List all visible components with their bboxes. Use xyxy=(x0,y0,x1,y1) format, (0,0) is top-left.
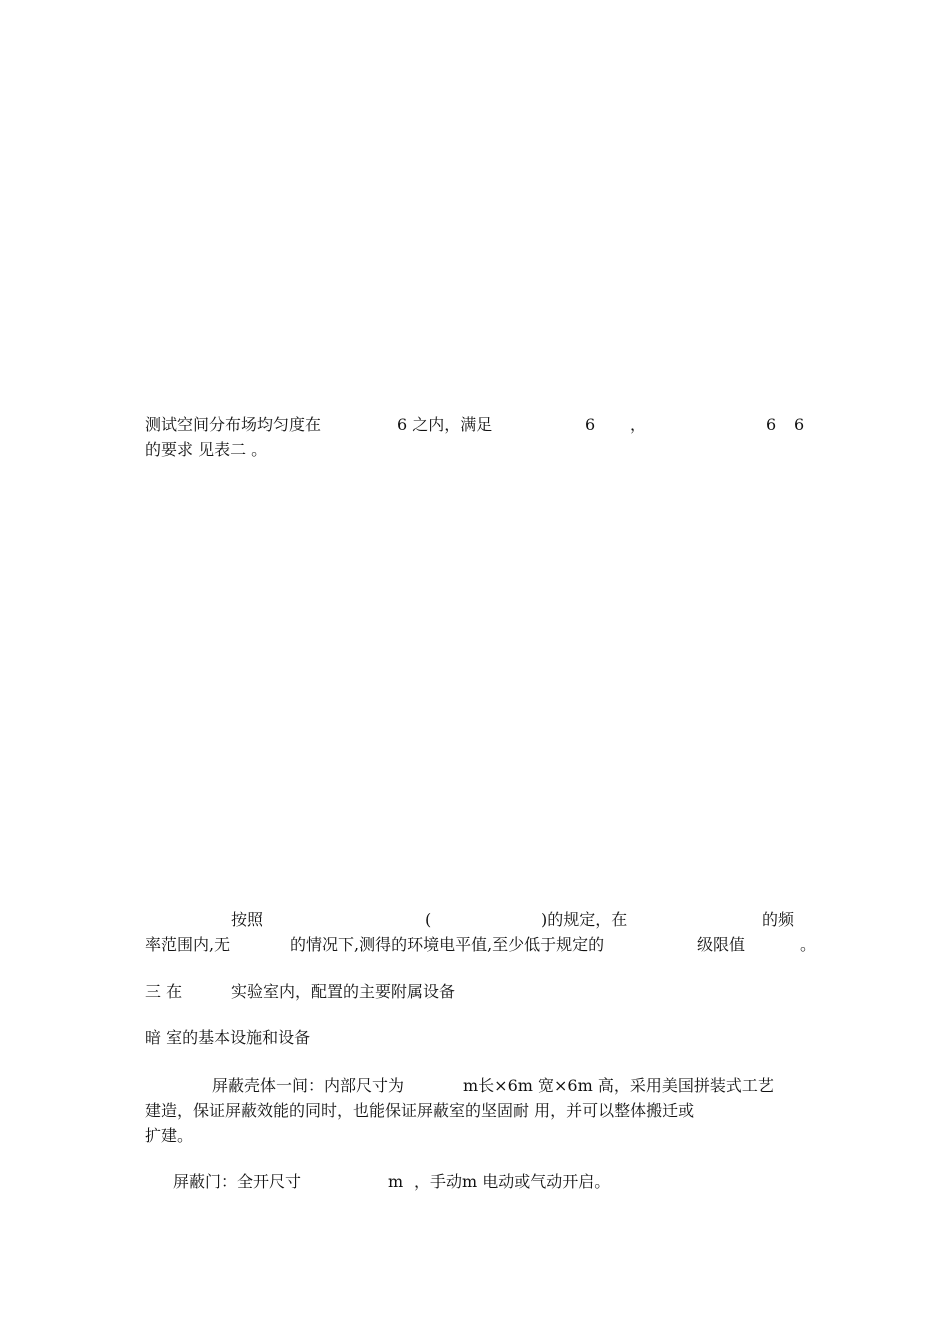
subheading: 暗 室的基本设施和设备 xyxy=(145,1028,311,1047)
shield-text-2: m长×6m 宽×6m 高，采用美国拼装式工艺 xyxy=(463,1076,774,1095)
ambient-text-5: 的情况下,测得的环境电平值,至少低于规定的 xyxy=(290,935,605,954)
ambient-text-1: 按照 xyxy=(231,910,264,929)
shield-text-4: 扩建。 xyxy=(145,1126,194,1145)
uniformity-requirement: 的要求 见表二 。 xyxy=(145,440,268,459)
section-heading-prefix: 三 在 xyxy=(145,982,183,1001)
ambient-paren: ( xyxy=(425,910,432,929)
ambient-text-3: 的频 xyxy=(762,910,795,929)
ambient-period: 。 xyxy=(800,935,817,954)
ambient-text-4: 率范围内,无 xyxy=(145,935,231,954)
ambient-text-2: )的规定，在 xyxy=(541,910,628,929)
door-text-1: 屏蔽门：全开尺寸 xyxy=(173,1172,302,1191)
uniformity-ref-2: 6 xyxy=(766,415,777,434)
door-text-2: ，手动m 电动或气动开启。 xyxy=(414,1172,611,1191)
uniformity-ref-3: 6 xyxy=(794,415,805,434)
ambient-text-6: 级限值 xyxy=(697,935,746,954)
section-heading: 实验室内，配置的主要附属设备 xyxy=(231,982,456,1001)
uniformity-ref-1: 6 xyxy=(585,415,596,434)
shield-text-1: 屏蔽壳体一间：内部尺寸为 xyxy=(212,1076,405,1095)
uniformity-comma: ， xyxy=(630,415,647,434)
uniformity-value: 6 之内，满足 xyxy=(397,415,493,434)
uniformity-text: 测试空间分布场均匀度在 xyxy=(145,415,322,434)
shield-text-3: 建造，保证屏蔽效能的同时，也能保证屏蔽室的坚固耐 用，并可以整体搬迁或 xyxy=(145,1101,695,1120)
door-unit: m xyxy=(388,1172,404,1191)
